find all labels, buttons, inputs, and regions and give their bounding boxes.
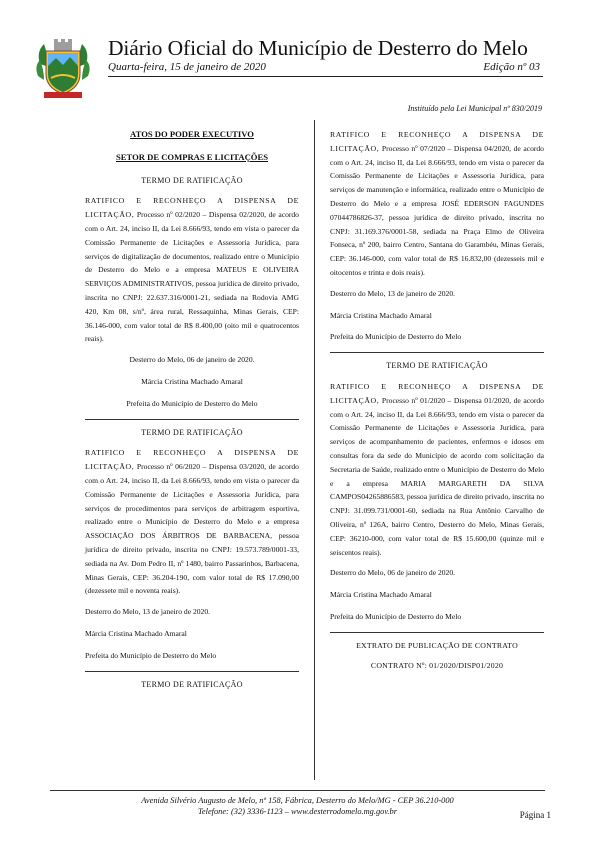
footer-contact: Telefone: (32) 3336-1123 – www.desterrodomelo.mg.gov.br bbox=[198, 807, 397, 816]
signature-date: Desterro do Melo, 13 de janeiro de 2020. bbox=[85, 607, 211, 617]
signatory-name: Márcia Cristina Machado Amaral bbox=[85, 628, 187, 638]
block-divider bbox=[85, 419, 299, 420]
ratification-body: Processo nº 02/2020 – Dispensa 02/2020, de acordo com o Art. 24, inciso II, da Lei 8.666/93, tendo em vista o parecer da Comissão Permanente de Licitações e Assessoria Jurídica, para serviços de digitalização de documentos, realizado entre o Município de Desterro do Melo e a empresa MATEUS E OLIVEIRA SERVIÇOS ADMINISTRATIVOS, pessoa jurídica de direito privado, inscrita no CNPJ: 22.637.316/0001-21, sediada na Rodovia AMG 420, Km 08, s/nº, área rural, Ressaquinha, Minas Gerais, CEP: 36.146-000, com valor total de R$ 8.400,00 (oito mil e quatrocentos reais). bbox=[85, 210, 299, 344]
ratification-heading: TERMO DE RATIFICAÇÃO bbox=[141, 679, 243, 689]
signatory-name: Márcia Cristina Machado Amaral bbox=[330, 310, 432, 320]
page-number: Página 1 bbox=[519, 810, 551, 820]
signatory-name: Márcia Cristina Machado Amaral bbox=[330, 590, 432, 600]
ratification-body: Processo nº 06/2020 – Dispensa 03/2020, de acordo com o Art. 24, inciso II, da Lei 8.666/93, tendo em vista o parecer da Comissão Permanente de Licitações e Assessoria Jurídica, para serviços de procedimentos para serviços de arbitragem esportiva, realizado entre o Município de Desterro do Melo e a empresa ASSOCIAÇÃO DOS ÁRBITROS DE BARBACENA, pessoa jurídica de direito privado, inscrita no CNPJ: 19.573.789/0001-33, sediada na Av. Dom Pedro II, nº 1480, bairro Passarinhos, Barbacena, Minas Gerais, CEP: 36.204-190, com valor total de R$ 17.090,00 (dezessete mil e noventa reais). bbox=[85, 462, 299, 596]
block-divider bbox=[85, 671, 299, 672]
section-title: ATOS DO PODER EXECUTIVO bbox=[130, 129, 254, 139]
left-column bbox=[85, 128, 299, 698]
signature-date: Desterro do Melo, 06 de janeiro de 2020. bbox=[129, 355, 255, 365]
ratification-lead: RATIFICO E RECONHEÇO A DISPENSA DE LICITAÇÃO, bbox=[85, 196, 299, 220]
ratification-text bbox=[85, 446, 299, 598]
header-divider bbox=[108, 76, 543, 77]
signature-date: Desterro do Melo, 13 de janeiro de 2020. bbox=[330, 288, 456, 298]
signatory-role: Prefeita do Município de Desterro do Melo bbox=[330, 611, 462, 621]
ratification-heading: TERMO DE RATIFICAÇÃO bbox=[386, 361, 488, 371]
edition-number: Edição nº 03 bbox=[483, 61, 540, 73]
institution-law-note: Instituído pela Lei Municipal nº 830/2019 bbox=[407, 104, 542, 113]
ratification-heading: TERMO DE RATIFICAÇÃO bbox=[141, 175, 243, 185]
signatory-name: Márcia Cristina Machado Amaral bbox=[141, 376, 243, 386]
ratification-body: Processo nº 01/2020 – Dispensa 01/2020, de acordo com o Art. 24, inciso II, da Lei 8.666/93, tendo em vista o parecer da Comissão Permanente de Licitações e Assessoria Jurídica, para serviços de acompanhamento de pacientes, enfermos e idosos em consultas fora da sede do Município de acordo com solicitação da Secretaria de Saúde, realizado entre o Município de Desterro do Melo e a empresa MARIA MARGARETH DA SILVA CAMPOS04265886583, pessoa jurídica de direito privado, inscrita no CNPJ: 31.099.731/0001-60, sediada na Rua Antônio Carvalho de Oliveira, nº 126A, bairro Centro, Desterro do Melo, Minas Gerais, CEP: 36210-000, com valor total de R$ 15.600,00 (quinze mil e seiscentos reais). bbox=[330, 395, 544, 557]
signatory-role: Prefeita do Município de Desterro do Melo bbox=[330, 332, 462, 342]
subsection-title: SETOR DE COMPRAS E LICITAÇÕES bbox=[115, 151, 268, 162]
newspaper-title: Diário Oficial do Município de Desterro do Melo bbox=[108, 36, 528, 60]
ratification-lead: RATIFICO E RECONHEÇO A DISPENSA DE LICITAÇÃO, bbox=[330, 130, 544, 153]
contract-number: CONTRATO Nº: 01/2020/DISP01/2020 bbox=[370, 660, 504, 670]
ratification-lead: RATIFICO E RECONHEÇO A DISPENSA DE LICITAÇÃO, bbox=[330, 381, 544, 405]
block-divider bbox=[330, 352, 544, 353]
block-divider bbox=[330, 632, 544, 633]
ratification-body: Processo nº 07/2020 – Dispensa 04/2020, de acordo com o Art. 24, inciso II, da Lei 8.666/93, tendo em vista o parecer da Comissão Permanente de Licitações e Assessoria Jurídica, para serviços de manutenção e informática, realizado entre o Município de Desterro do Melo e a empresa JOSÉ EDERSON FAGUNDES 07044786826-37, pessoa jurídica de direito privado, inscrita no CNPJ: 31.169.376/0001-58, sediada na Praça Elmo de Oliveira Fonseca, nº 200, bairro Centro, Santana do Garambéu, Minas Gerais, CEP: 36.146-000, com valor total de R$ 16.832,00 (dezesseis mil e oitocentos e trinta e dois reais). bbox=[330, 143, 544, 277]
footer-divider bbox=[50, 790, 545, 791]
ratification-text bbox=[85, 194, 299, 346]
footer-address: Avenida Silvério Augusto de Melo, nº 158, Fábrica, Desterro do Melo/MG - CEP 36.210-000 bbox=[141, 796, 454, 805]
signatory-role: Prefeita do Município de Desterro do Melo bbox=[126, 398, 258, 408]
right-column bbox=[330, 128, 544, 678]
ratification-heading: TERMO DE RATIFICAÇÃO bbox=[141, 427, 243, 437]
ratification-lead: RATIFICO E RECONHEÇO A DISPENSA DE LICITAÇÃO, bbox=[85, 448, 299, 472]
signature-date: Desterro do Melo, 06 de janeiro de 2020. bbox=[330, 568, 456, 578]
ratification-text bbox=[330, 380, 544, 559]
contract-extract-title: EXTRATO DE PUBLICAÇÃO DE CONTRATO bbox=[356, 640, 518, 650]
ratification-text bbox=[330, 128, 544, 280]
issue-date: Quarta-feira, 15 de janeiro de 2020 bbox=[108, 61, 266, 73]
signatory-role: Prefeita do Município de Desterro do Melo bbox=[85, 650, 217, 660]
coat-of-arms-icon bbox=[34, 38, 92, 100]
column-separator bbox=[314, 120, 315, 780]
